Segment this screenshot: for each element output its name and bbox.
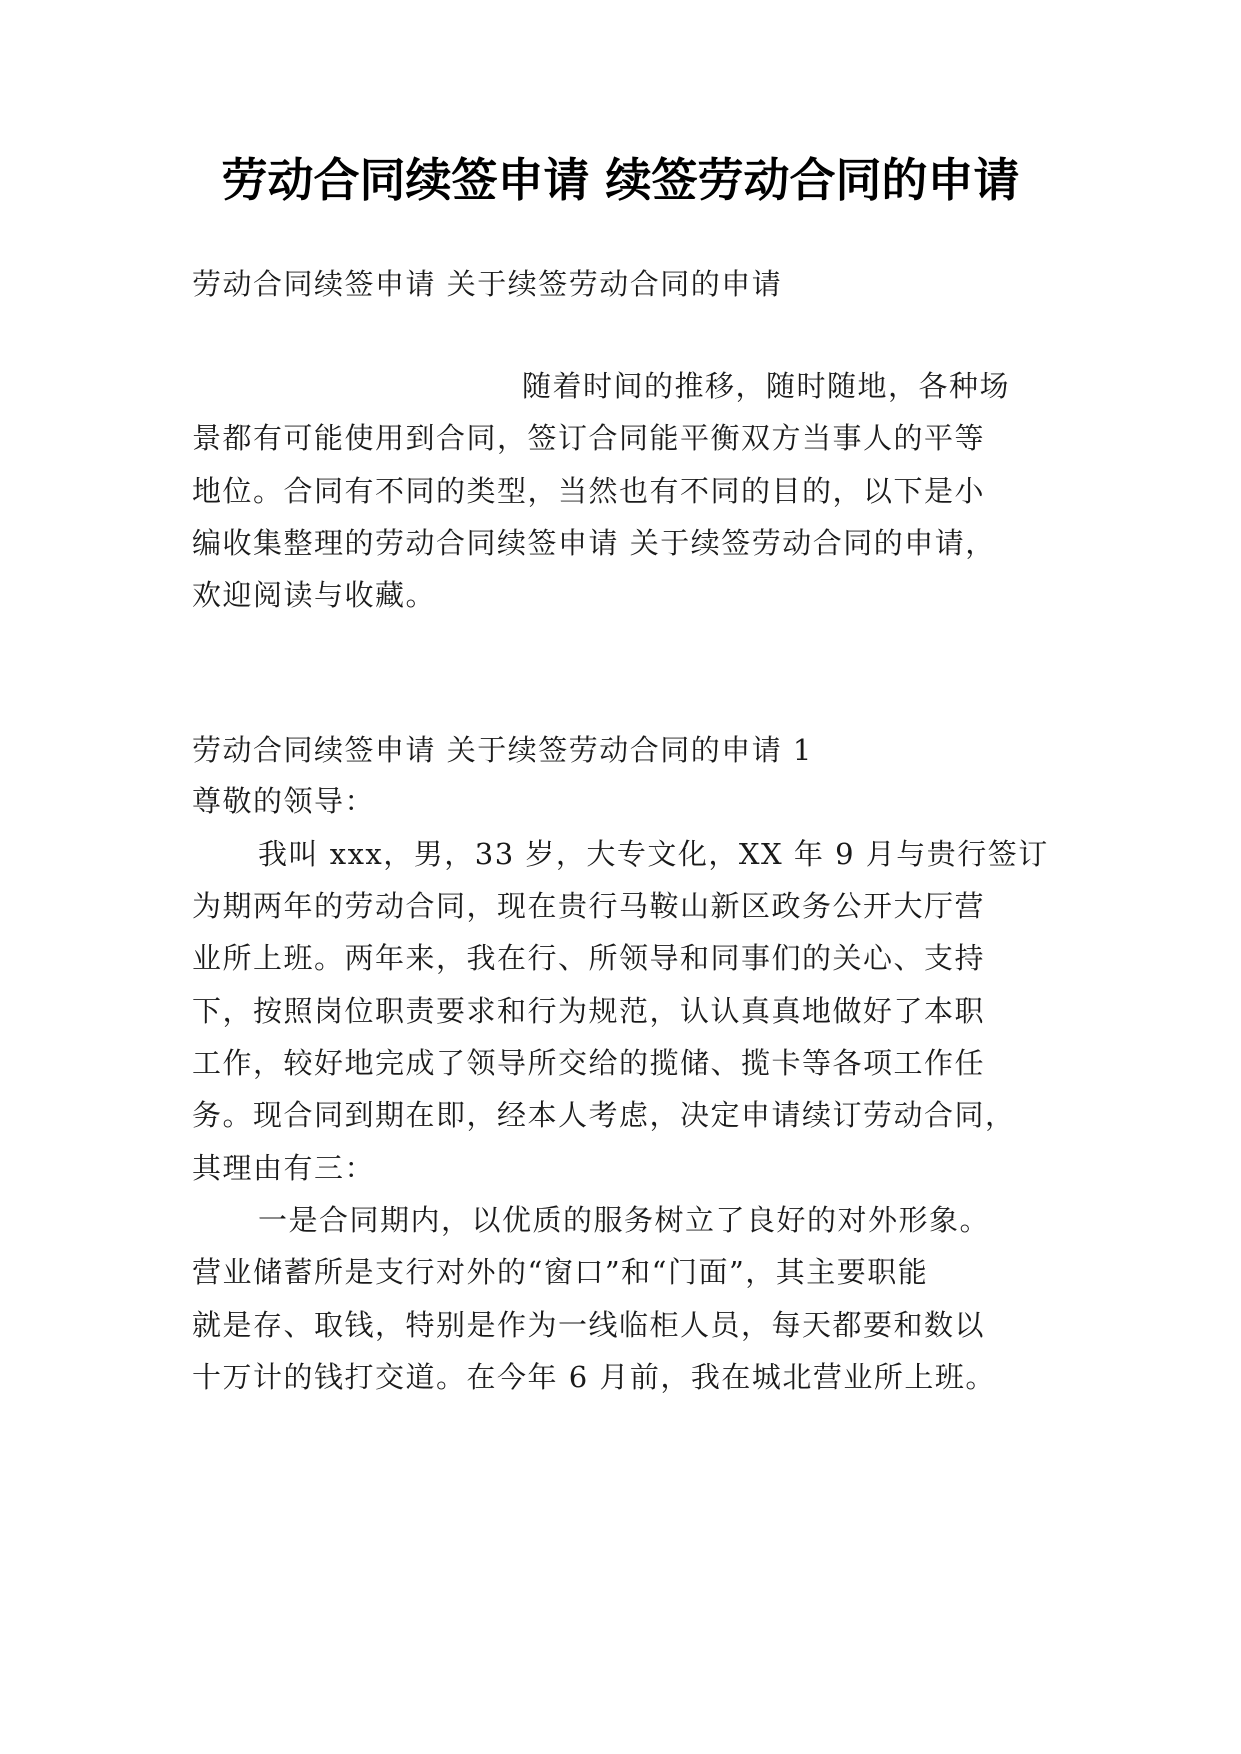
document-title: 劳动合同续签申请 续签劳动合同的申请	[221, 153, 1020, 207]
body-line-4: 下，按照岗位职责要求和行为规范，认认真真地做好了本职	[192, 994, 986, 1028]
body-line-7: 其理由有三：	[192, 1151, 376, 1185]
intro-line-1: 随着时间的推移，随时随地，各种场	[522, 369, 1011, 403]
intro-line-3: 地位。合同有不同的类型，当然也有不同的目的，以下是小	[192, 474, 986, 508]
body-line-11: 十万计的钱打交道。在今年 6 月前，我在城北营业所上班。	[192, 1360, 996, 1394]
body-line-9: 营业储蓄所是支行对外的“窗口”和“门面”，其主要职能	[192, 1255, 929, 1289]
intro-line-4: 编收集整理的劳动合同续签申请 关于续签劳动合同的申请，	[192, 526, 996, 560]
intro-line-2: 景都有可能使用到合同，签订合同能平衡双方当事人的平等	[192, 421, 986, 455]
body-line-3: 业所上班。两年来，我在行、所领导和同事们的关心、支持	[192, 941, 986, 975]
body-line-8: 一是合同期内，以优质的服务树立了良好的对外形象。	[258, 1203, 991, 1237]
body-line-10: 就是存、取钱，特别是作为一线临柜人员，每天都要和数以	[192, 1308, 986, 1342]
body-line-6: 务。现合同到期在即，经本人考虑，决定申请续订劳动合同，	[192, 1098, 1016, 1132]
body-line-2: 为期两年的劳动合同，现在贵行马鞍山新区政务公开大厅营	[192, 889, 986, 923]
salutation: 尊敬的领导：	[192, 784, 376, 818]
section-heading: 劳动合同续签申请 关于续签劳动合同的申请 1	[192, 733, 813, 767]
body-line-5: 工作，较好地完成了领导所交给的揽储、揽卡等各项工作任	[192, 1046, 986, 1080]
body-line-1: 我叫 xxx，男，33 岁，大专文化，XX 年 9 月与贵行签订	[258, 837, 1049, 871]
subtitle-line: 劳动合同续签申请 关于续签劳动合同的申请	[192, 267, 783, 301]
intro-line-5: 欢迎阅读与收藏。	[192, 578, 437, 612]
